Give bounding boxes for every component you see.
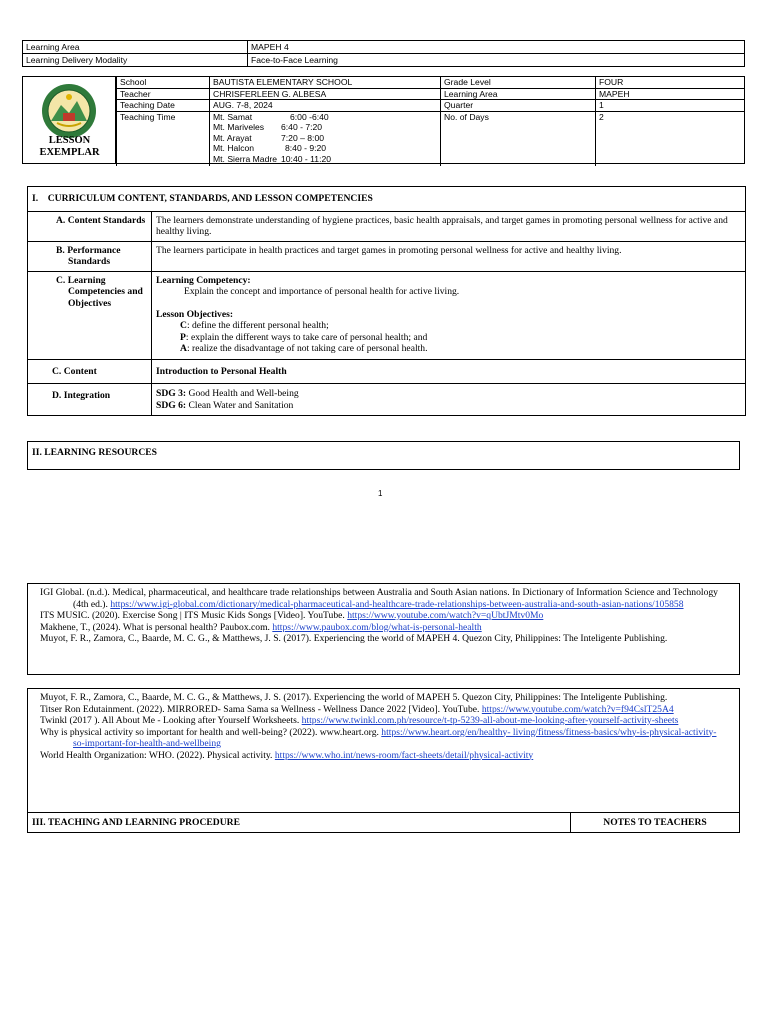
notes-to-teachers-heading: NOTES TO TEACHERS	[571, 813, 740, 833]
integration-label: D. Integration	[28, 384, 152, 416]
division-seal-icon	[37, 83, 101, 139]
integration-cell	[152, 384, 746, 416]
table-row	[28, 211, 746, 241]
table-row	[23, 41, 745, 54]
integration-item: SDG 6: Clean Water and Sanitation	[156, 399, 294, 411]
performance-standards-label: B. Performance Standards	[28, 241, 152, 271]
reference-item: Why is physical activity so important for health and well-being? (2022). www.heart.org. https://www.heart.org/en/healthy- living/fitness/fitness-basics/why-is-physical-activity-so-important-for-health-and-wellbeing	[40, 726, 717, 749]
teaching-time-schedule	[210, 111, 441, 166]
objective-item: C: define the different personal health;	[180, 320, 329, 331]
table-row	[28, 813, 740, 833]
objective-item: P: explain the different ways to take care of personal health; and	[180, 331, 428, 343]
objectives-heading: Lesson Objectives:	[156, 308, 234, 320]
table-row	[117, 111, 746, 166]
lesson-label-line-2: EXEMPLAR	[39, 147, 100, 158]
table-row	[23, 54, 745, 67]
days-value: 2	[596, 111, 746, 166]
content-label: C. Content	[28, 359, 152, 384]
content-text: Introduction to Personal Health	[152, 359, 746, 384]
table-row	[28, 384, 746, 416]
reference-link[interactable]: https://www.who.int/news-room/fact-sheets/detail/physical-activity	[274, 749, 534, 761]
quarter-label: Quarter	[441, 100, 596, 112]
lesson-exemplar-label	[23, 135, 116, 159]
teaching-date-value: AUG. 7-8, 2024	[210, 100, 441, 112]
schedule-row: Mt. Mariveles 6:40 - 7:20	[213, 122, 323, 132]
reference-link[interactable]: https://www.twinkl.com.ph/resource/t-tp-5239-all-about-me-looking-after-yourself-activity-sheets	[301, 715, 679, 726]
competency-text: Explain the concept and importance of personal health for active living.	[184, 286, 460, 297]
grade-level-label: Grade Level	[441, 77, 596, 88]
learning-area-value: MAPEH 4	[248, 41, 745, 54]
teaching-time-label: Teaching Time	[117, 111, 210, 166]
teaching-date-label: Teaching Date	[117, 100, 210, 112]
table-row	[28, 271, 746, 359]
reference-item: Titser Ron Edutainment. (2022). MIRRORED- Sama Sama sa Wellness - Wellness Dance 2022 [Video]. YouTube. https://www.youtube.com/watch?v=f94CslT25A4	[40, 703, 674, 715]
content-standards-label: A. Content Standards	[28, 211, 152, 241]
page-number: 1	[378, 489, 383, 498]
schedule-row: Mt. Sierra Madre 10:40 - 11:20	[213, 153, 332, 164]
reference-link[interactable]: https://www.igi-global.com/dictionary/medical-pharmaceutical-and-healthcare-trade-relationships-between-australia-and-south-asian-nations/105858	[110, 598, 684, 610]
reference-item: IGI Global. (n.d.). Medical, pharmaceutical, and healthcare trade relationships between Australia and South Asian nations. In Dictionary of Information Science and Technology (4th ed.). https://www.igi-global.com/dictionary/medical-pharmaceutical-and-healthcare-trade-relationships-between-australia-and-south-asian-nations/105858	[40, 587, 718, 610]
competencies-label: C. Learning Competencies and Objectives	[28, 271, 152, 359]
reference-link[interactable]: https://www.heart.org/en/healthy- living/fitness/fitness-basics/why-is-physical-activity-so-important-for-health-and-wellbeing	[73, 726, 717, 749]
school-label: School	[117, 77, 210, 88]
lesson-header	[22, 76, 745, 164]
table-row	[117, 88, 746, 100]
integration-item: SDG 3: Good Health and Well-being	[156, 388, 299, 399]
top-info-table	[22, 40, 745, 67]
curriculum-heading: I. CURRICULUM CONTENT, STANDARDS, AND LESSON COMPETENCIES	[28, 187, 746, 212]
teacher-label: Teacher	[117, 88, 210, 100]
reference-link[interactable]: https://www.youtube.com/watch?v=f94CslT25A4	[481, 703, 674, 715]
lesson-label-line-1: LESSON	[48, 135, 91, 146]
curriculum-table	[27, 186, 746, 416]
reference-item: ITS MUSIC. (2020). Exercise Song | ITS Music Kids Songs [Video]. YouTube. https://www.youtube.com/watch?v=qUbtJMtv0Mo	[40, 610, 544, 621]
schedule-row: Mt. Halcon 8:40 - 9:20	[213, 143, 327, 153]
references-box	[27, 583, 740, 675]
quarter-value: 1	[596, 100, 746, 112]
school-value: BAUTISTA ELEMENTARY SCHOOL	[210, 77, 441, 88]
modality-label: Learning Delivery Modality	[23, 54, 248, 67]
objective-item: A: realize the disadvantage of not taking care of personal health.	[180, 343, 428, 354]
reference-item: Makhene, T., (2024). What is personal health? Paubox.com. https://www.paubox.com/blog/what-is-personal-health	[40, 621, 482, 633]
modality-value: Face-to-Face Learning	[248, 54, 745, 67]
reference-item: World Health Organization: WHO. (2022). Physical activity. https://www.who.int/news-room/fact-sheets/detail/physical-activity	[40, 749, 534, 761]
table-row	[28, 187, 746, 212]
reference-item: Muyot, F. R., Zamora, C., Baarde, M. C. G., & Matthews, J. S. (2017). Experiencing the world of MAPEH 5. Quezon City, Philippines: The Inteligente Publishing.	[40, 692, 668, 703]
learning-area-label: Learning Area	[23, 41, 248, 54]
days-label: No. of Days	[441, 111, 596, 166]
references-box	[27, 688, 740, 813]
content-standards-text: The learners demonstrate understanding of hygiene practices, basic health appraisals, and target games in promoting personal wellness for active and healthy living.	[152, 211, 746, 241]
competency-heading: Learning Competency:	[156, 274, 251, 286]
table-row	[117, 77, 746, 88]
table-row	[28, 241, 746, 271]
teacher-value: CHRISFERLEEN G. ALBESA	[210, 88, 441, 100]
grade-level-value: FOUR	[596, 77, 746, 88]
table-row	[28, 359, 746, 384]
reference-link[interactable]: https://www.youtube.com/watch?v=qUbtJMtv0Mo	[347, 610, 544, 621]
learning-area-label: Learning Area	[441, 88, 596, 100]
seal-cell	[23, 77, 116, 163]
learning-area-value: MAPEH	[596, 88, 746, 100]
reference-link[interactable]: https://www.paubox.com/blog/what-is-personal-health	[272, 621, 482, 633]
reference-item: Muyot, F. R., Zamora, C., Baarde, M. C. G., & Matthews, J. S. (2017). Experiencing the world of MAPEH 4. Quezon City, Philippines: The Inteligente Publishing.	[40, 633, 668, 644]
procedure-heading: III. TEACHING AND LEARNING PROCEDURE	[28, 813, 571, 833]
schedule-row: Mt. Samat 6:00 -6:40	[213, 111, 329, 122]
header-info-table	[116, 77, 745, 166]
reference-item: Twinkl (2017 ). All About Me - Looking after Yourself Worksheets. https://www.twinkl.com.ph/resource/t-tp-5239-all-about-me-looking-after-yourself-activity-sheets	[40, 715, 679, 726]
performance-standards-text: The learners participate in health practices and target games in promoting personal wellness for active and healthy living.	[152, 241, 746, 271]
table-row	[117, 100, 746, 112]
schedule-row: Mt. Arayat 7:20 – 8:00	[213, 132, 325, 143]
learning-resources-heading: II. LEARNING RESOURCES	[27, 441, 740, 470]
procedure-table	[27, 812, 740, 833]
competencies-cell	[152, 271, 746, 359]
